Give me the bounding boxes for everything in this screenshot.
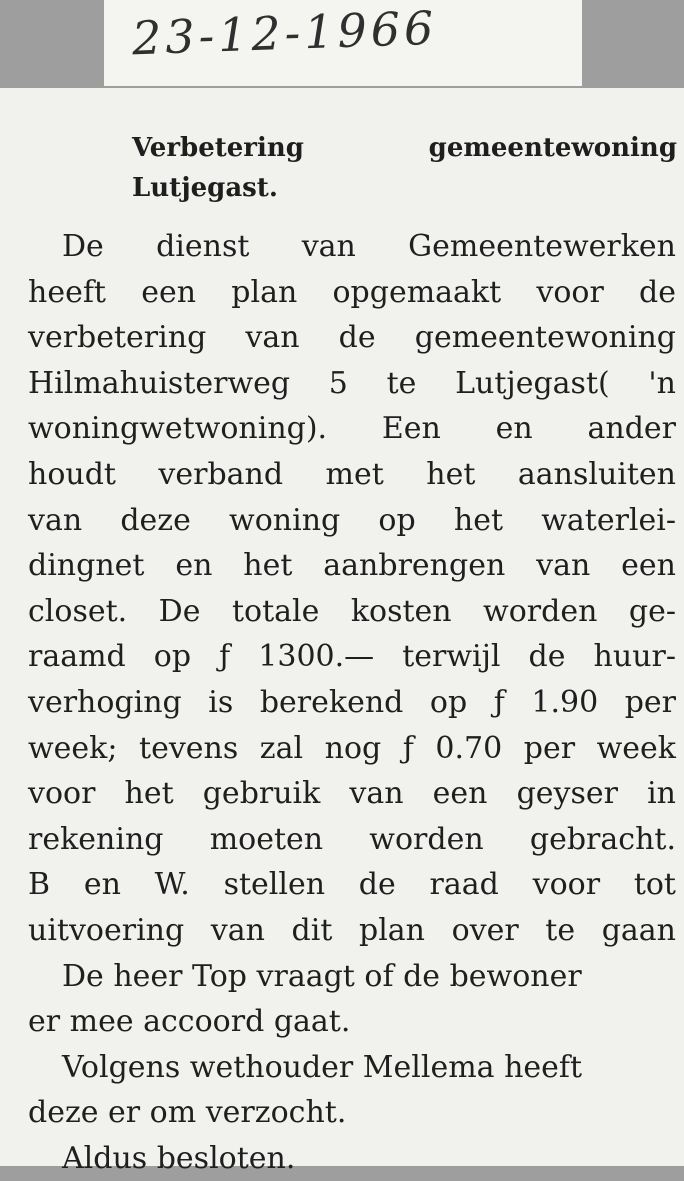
body-line-10: raamd op ƒ 1300.— terwijl de huur- (28, 639, 676, 675)
article-body (28, 224, 676, 1181)
body-line-5: woningwetwoning). Een en ander (28, 411, 676, 447)
body-line-11: verhoging is berekend op ƒ 1.90 per (28, 684, 676, 720)
handwritten-date: 23-12-1966 (131, 0, 439, 66)
body-line-13: voor het gebruik van een geyser in (28, 776, 676, 812)
body-line-15: B en W. stellen de raad voor tot (28, 867, 676, 903)
body-line-8: dingnet en het aanbrengen van een (28, 548, 676, 584)
body-line-12: week; tevens zal nog ƒ 0.70 per week (28, 730, 676, 766)
body-line-9: closet. De totale kosten worden ge- (28, 593, 676, 629)
body-line-14: rekening moeten worden gebracht. (28, 821, 676, 857)
body-line-20: deze er om verzocht. (28, 1095, 347, 1131)
article-headline (132, 128, 677, 208)
body-line-18: er mee accoord gaat. (28, 1004, 351, 1040)
body-line-7: van deze woning op het waterlei- (28, 502, 676, 538)
body-line-19: Volgens wethouder Mellema heeft (62, 1049, 583, 1085)
headline-line-1: Verbetering gemeentewoning (132, 133, 677, 163)
body-line-21: Aldus besloten. (62, 1140, 296, 1176)
body-line-2: heeft een plan opgemaakt voor de (28, 274, 676, 310)
body-line-17: De heer Top vraagt of de bewoner (62, 958, 582, 994)
body-line-6: houdt verband met het aansluiten (28, 456, 676, 492)
body-line-3: verbetering van de gemeentewoning (28, 320, 676, 356)
body-line-1: De dienst van Gemeentewerken (62, 229, 676, 264)
body-line-4: Hilmahuisterweg 5 te Lutjegast( 'n (28, 365, 676, 401)
body-line-16: uitvoering van dit plan over te gaan (28, 912, 676, 948)
headline-line-2: Lutjegast. (132, 173, 278, 203)
